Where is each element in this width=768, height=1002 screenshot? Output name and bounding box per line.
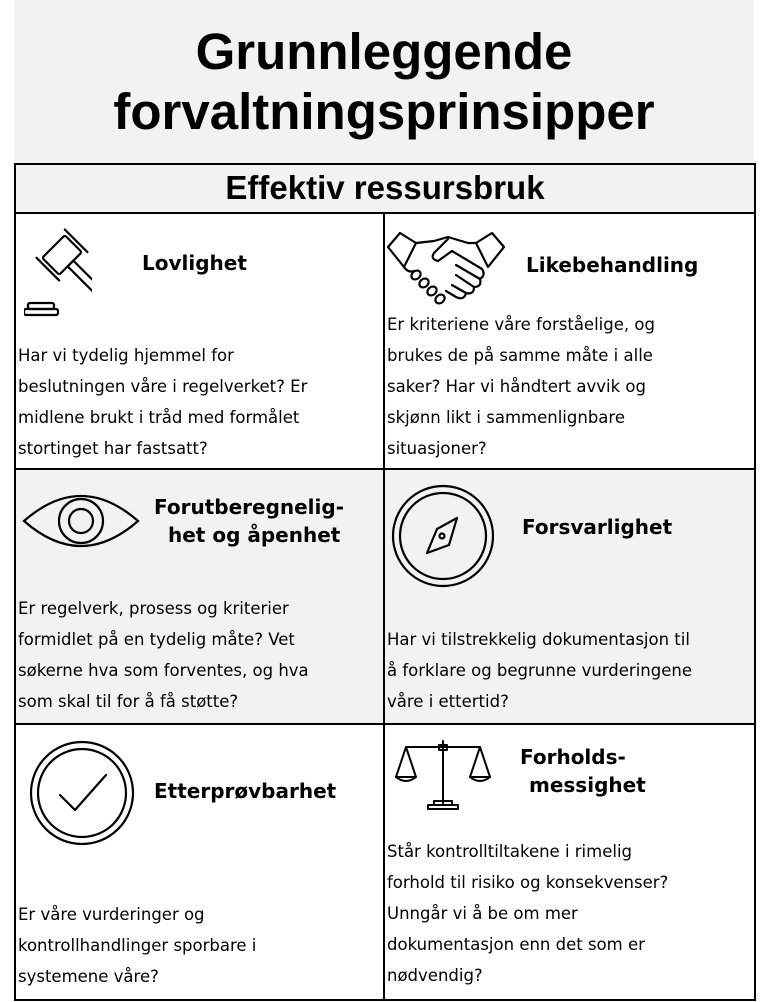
heading-line: Lovlighet [142,251,247,275]
grid-line-row2 [14,723,756,725]
heading-likebehandling [526,251,698,279]
text-line: våre i ettertid? [387,692,509,711]
heading-lovlighet [142,249,247,277]
text-forsvarlighet [387,624,692,717]
heading-etterprovbarhet [154,777,336,805]
title-line-1: Grunnleggende [195,23,573,80]
grid-line-subtitle [14,212,756,214]
text-line: systemene våre? [18,967,159,986]
text-line: Har vi tydelig hjemmel for [18,346,234,365]
grid-line-bottom [14,999,756,1001]
text-line: brukes de på samme måte i alle [387,346,653,365]
heading-forholdsmessighet [520,743,646,799]
subtitle-row [14,163,756,213]
text-forholdsmessighet [387,836,668,991]
text-line: beslutningen våre i regelverket? Er [18,377,308,396]
scales-icon [394,737,492,811]
text-line: kontrollhandlinger sporbare i [18,936,257,955]
text-line: stortinget har fastsatt? [18,439,208,458]
text-line: forhold til risiko og konsekvenser? [387,873,669,892]
grid-line-left [14,163,16,1001]
heading-line: het og åpenhet [168,523,341,547]
compass-icon [390,483,496,589]
text-line: Har vi tilstrekkelig dokumentasjon til [387,630,690,649]
principles-grid [14,163,756,1001]
heading-forsvarlighet [522,513,672,541]
heading-line: Likebehandling [526,253,699,277]
handshake-icon [386,229,506,311]
text-line: Er regelverk, prosess og kriterier [18,599,289,618]
text-line: dokumentasjon enn det som er [387,935,645,954]
subtitle: Effektiv ressursbruk [225,169,545,206]
grid-line-center [383,213,385,1001]
text-line: Står kontrolltiltakene i rimelig [387,842,633,861]
grid-line-row1 [14,468,756,470]
text-line: Unngår vi å be om mer [387,904,578,923]
text-likebehandling [387,309,655,464]
text-etterprovbarhet [18,899,256,992]
heading-line: messighet [529,773,646,797]
eye-icon [22,487,140,555]
grid-line-right [754,163,756,1001]
text-lovlighet [18,340,307,464]
gavel-icon [24,225,92,317]
heading-forutberegnelighet [154,493,344,549]
text-line: saker? Har vi håndtert avvik og [387,377,646,396]
check-circle-icon [28,739,136,847]
heading-line: Forsvarlighet [522,515,673,539]
text-line: midlene brukt i tråd med formålet [18,408,300,427]
text-line: formidlet på en tydelig måte? Vet [18,630,295,649]
text-line: nødvendig? [387,966,483,985]
heading-line: Forutberegnelig- [154,495,345,519]
text-line: skjønn likt i sammenlignbare [387,408,625,427]
text-line: som skal til for å få støtte? [18,692,239,711]
heading-line: Forholds- [520,745,626,769]
text-line: Er kriteriene våre forståelige, og [387,315,655,334]
text-line: søkerne hva som forventes, og hva [18,661,309,680]
title-line-2: forvaltningsprinsipper [113,83,655,140]
text-forutberegnelighet [18,593,309,717]
grid-line-top [14,163,756,165]
text-line: å forklare og begrunne vurderingene [387,661,692,680]
text-line: Er våre vurderinger og [18,905,205,924]
heading-line: Etterprøvbarhet [154,779,337,803]
text-line: situasjoner? [387,439,487,458]
page-title [14,22,754,142]
